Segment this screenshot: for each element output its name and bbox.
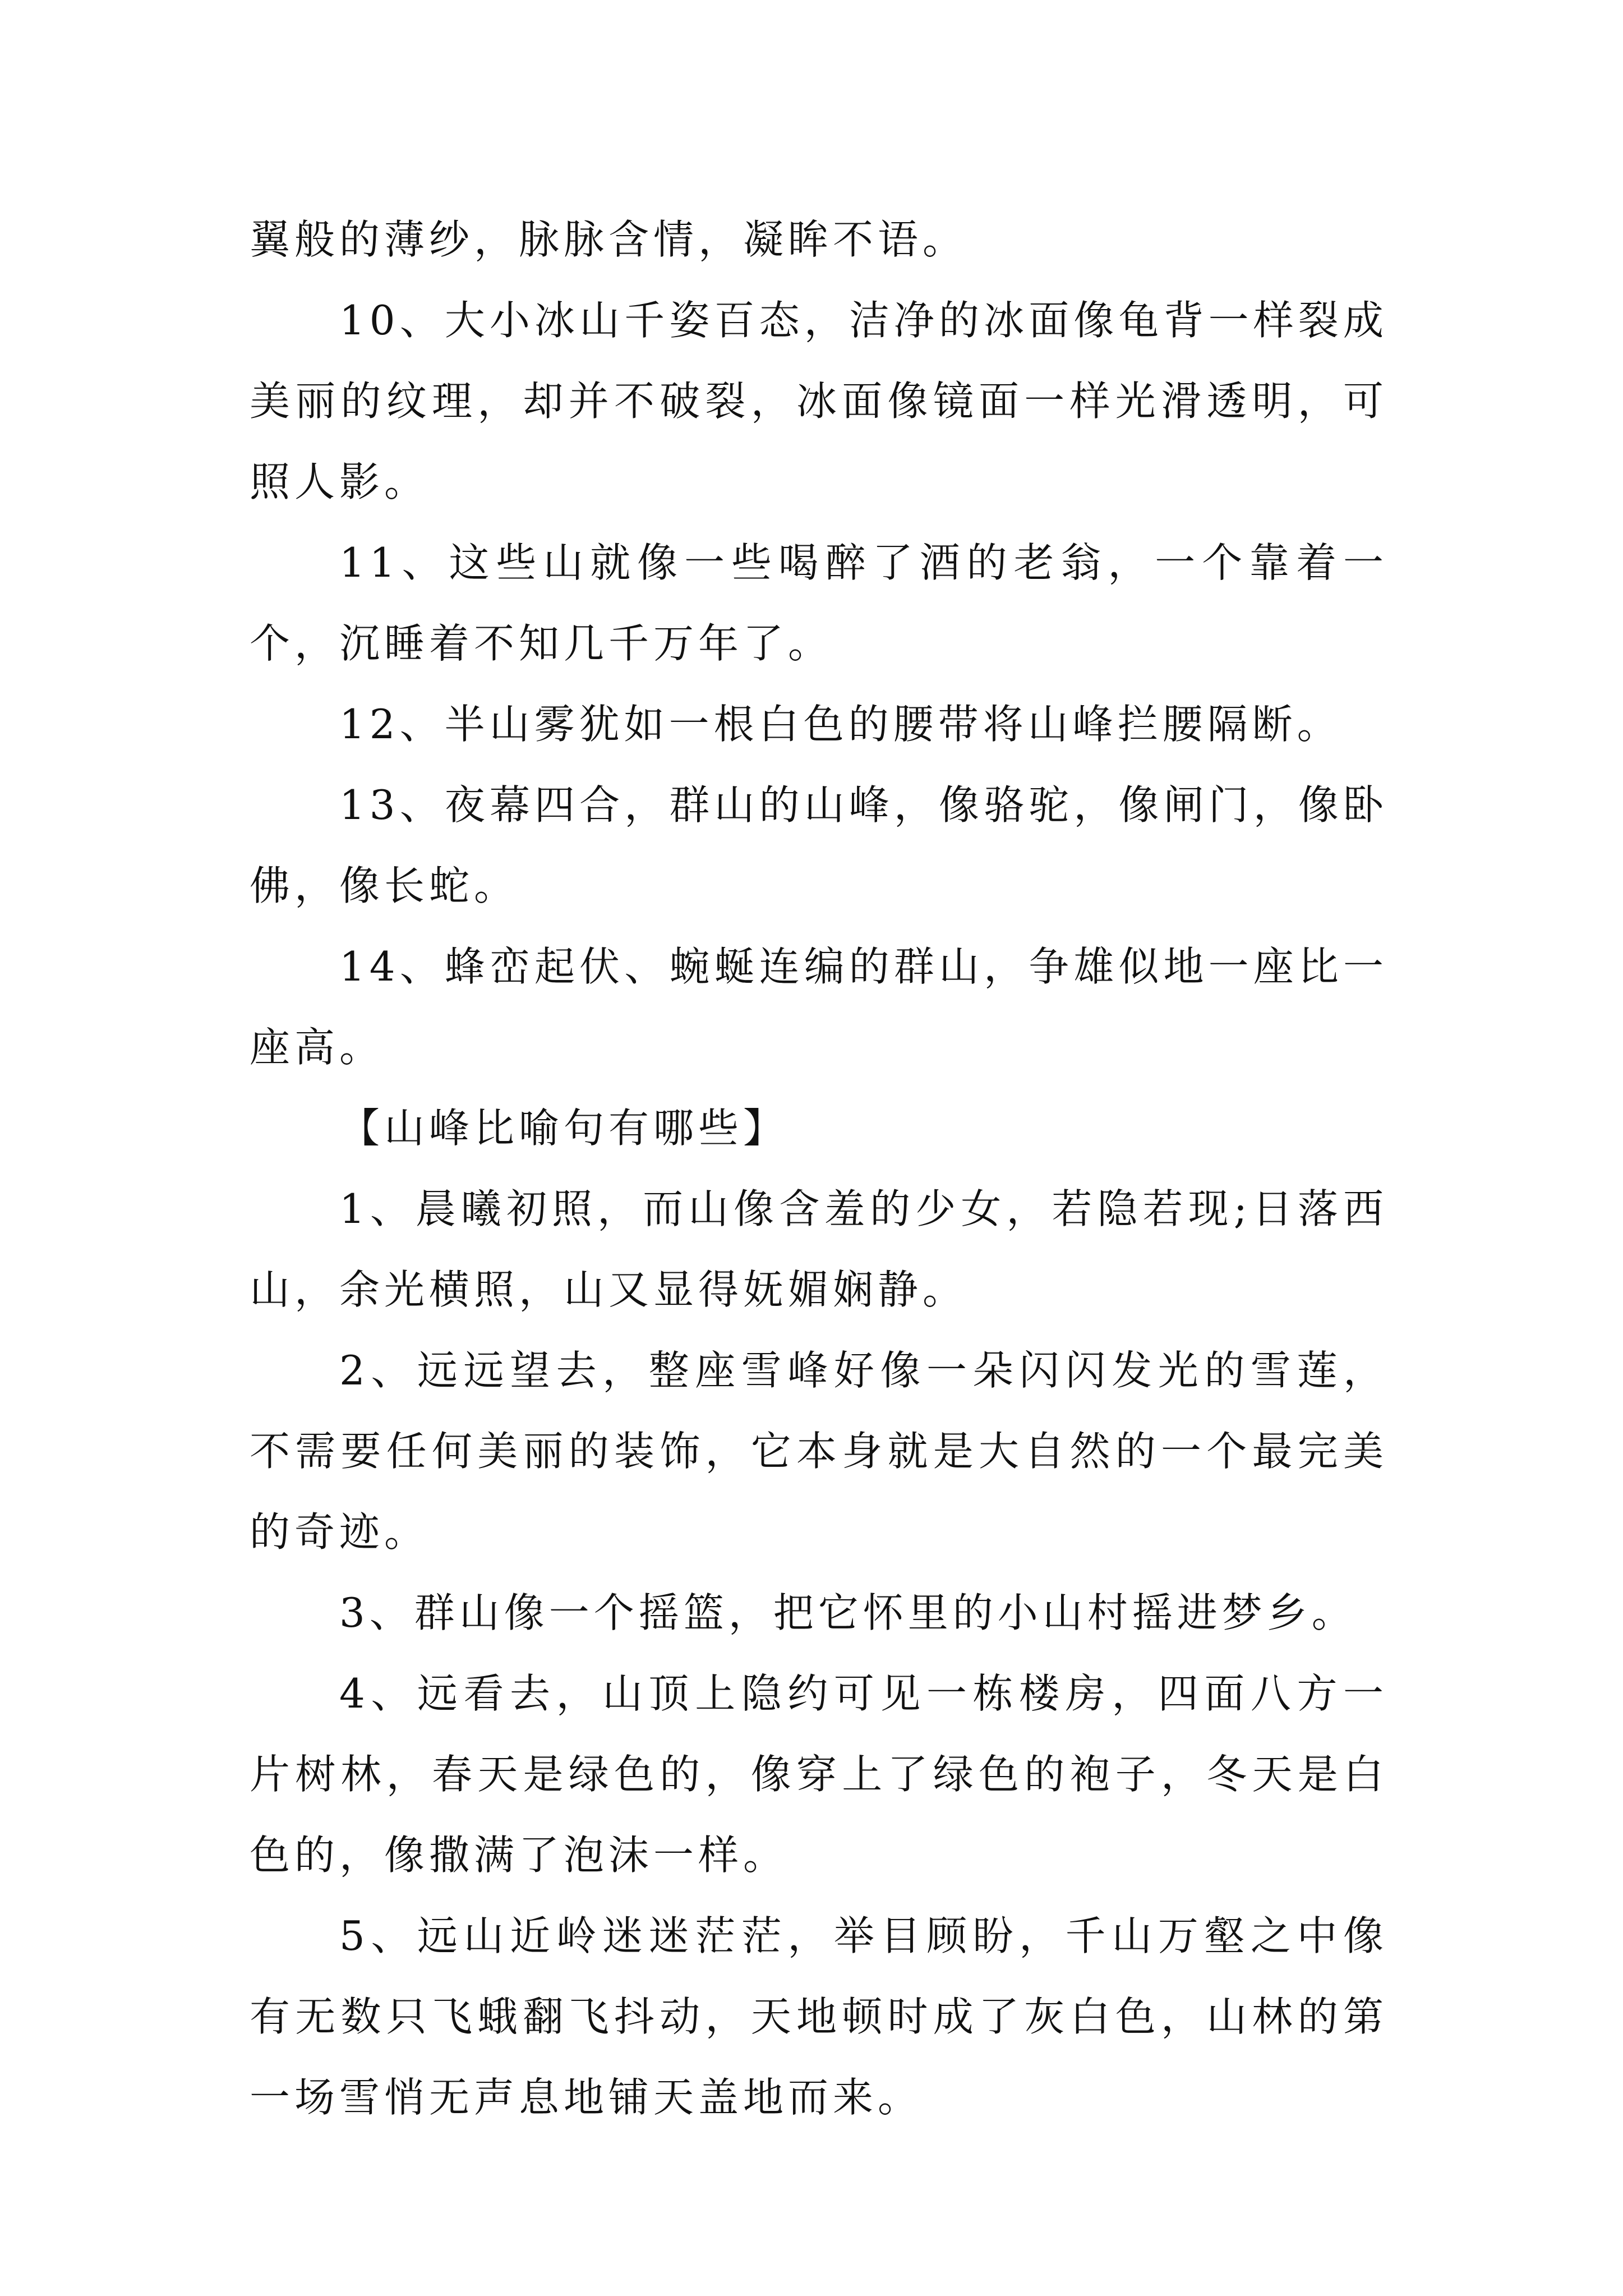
simile-item-4: 4、远看去，山顶上隐约可见一栋楼房，四面八方一片树林，春天是绿色的，像穿上了绿色的袍子，冬天是白色的，像撒满了泡沫一样。 xyxy=(250,1670,1388,1879)
paragraph-continuation: 翼般的薄纱，脉脉含情，凝眸不语。 xyxy=(250,216,968,263)
simile-item-5: 5、远山近岭迷迷茫茫，举目顾盼，千山万壑之中像有无数只飞蛾翻飞抖动，天地顿时成了灰白色，山林的第一场雪悄无声息地铺天盖地而来。 xyxy=(250,1912,1388,2121)
paragraph-12: 12、半山雾犹如一根白色的腰带将山峰拦腰隔断。 xyxy=(339,701,1342,748)
section-heading: 【山峰比喻句有哪些】 xyxy=(339,1105,789,1152)
simile-item-3: 3、群山像一个摇篮，把它怀里的小山村摇进梦乡。 xyxy=(339,1589,1357,1636)
simile-item-2: 2、远远望去，整座雪峰好像一朵闪闪发光的雪莲，不需要任何美丽的装饰，它本身就是大自然的一个最完美的奇迹。 xyxy=(250,1347,1388,1556)
paragraph-13: 13、夜幕四合，群山的山峰，像骆驼，像闸门，像卧佛，像长蛇。 xyxy=(250,781,1388,909)
simile-item-1: 1、晨曦初照，而山像含羞的少女，若隐若现;日落西山，余光横照，山又显得妩媚娴静。 xyxy=(250,1185,1388,1313)
document-body xyxy=(250,199,1388,2138)
paragraph-10: 10、大小冰山千姿百态，洁净的冰面像龟背一样裂成美丽的纹理，却并不破裂，冰面像镜面一样光滑透明，可照人影。 xyxy=(250,297,1388,505)
paragraph-14: 14、蜂峦起伏、蜿蜒连编的群山，争雄似地一座比一座高。 xyxy=(250,943,1388,1071)
paragraph-11: 11、这些山就像一些喝醉了酒的老翁，一个靠着一个，沉睡着不知几千万年了。 xyxy=(250,539,1388,667)
